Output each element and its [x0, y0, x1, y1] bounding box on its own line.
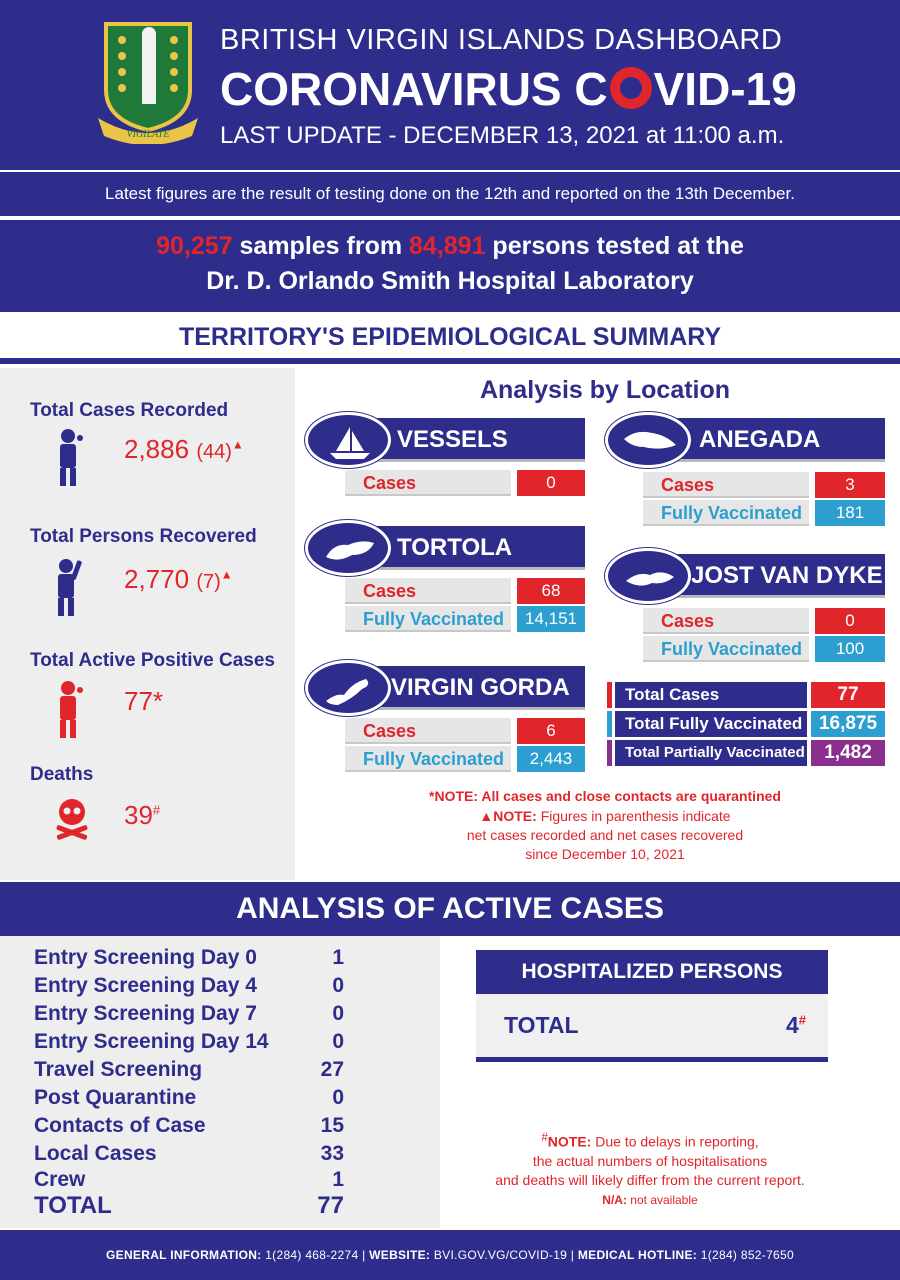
hospital-note-line2: the actual numbers of hospitalisations [532, 1152, 768, 1169]
vg-header: VIRGIN GORDA [355, 666, 585, 710]
hospital-note-line3: and deaths will likely differ from the current report. [495, 1171, 805, 1188]
hospital-note-line1: Due to delays in reporting, [591, 1133, 759, 1150]
anegada-vaccinated-value: 181 [815, 500, 885, 526]
total-cases-bar [607, 682, 612, 708]
active-row [34, 1056, 344, 1084]
footer-hotline-label: MEDICAL HOTLINE: [577, 1248, 698, 1262]
parenthesis-note-line3: since December 10, 2021 [525, 846, 685, 862]
samples-text: samples from [232, 232, 410, 260]
sick-person-icon [52, 428, 88, 486]
lab-name: Dr. D. Orlando Smith Hospital Laboratory [206, 267, 694, 295]
hospitalized-title: HOSPITALIZED PERSONS [476, 950, 828, 994]
sailboat-icon [305, 412, 391, 468]
active-row-value: 77 [317, 1192, 344, 1219]
active-row [34, 1028, 344, 1056]
hospitalized-total-label: TOTAL [504, 1012, 579, 1038]
total-cases-value [124, 434, 244, 465]
testing-note-text: Latest figures are the result of testing done on the 12th and reported on the 13th December. [105, 184, 795, 203]
deaths-value [124, 800, 160, 831]
header-banner [0, 0, 900, 170]
na-note-text: not available [626, 1192, 698, 1207]
anegada-cases-label: Cases [643, 472, 809, 498]
total-cases-number: 2,886 [124, 434, 190, 464]
coronavirus-title-b: VID-19 [653, 63, 797, 115]
tortola-header: TORTOLA [355, 526, 585, 570]
dashboard-title: BRITISH VIRGIN ISLANDS DASHBOARD [220, 24, 783, 56]
tortola-cases-label: Cases [345, 578, 511, 604]
deaths-mark: # [152, 802, 161, 818]
active-row [34, 1166, 344, 1194]
active-row-value: 27 [320, 1058, 344, 1081]
persons-text: persons tested at the [485, 232, 744, 260]
active-row-value: 1 [332, 1168, 344, 1191]
delta-mark-1: ▲ [231, 437, 244, 452]
na-note-bold: N/A: [602, 1192, 627, 1207]
active-row-label: Crew [34, 1168, 86, 1191]
active-row-label: Travel Screening [34, 1058, 203, 1081]
parenthesis-note [395, 807, 815, 864]
vg-vaccinated-label: Fully Vaccinated [345, 746, 511, 772]
total-partial-row-label: Total Partially Vaccinated [615, 740, 807, 766]
tested-line-1 [0, 232, 900, 261]
recovered-label: Total Persons Recovered [30, 526, 257, 547]
jvd-map-icon [605, 548, 691, 604]
footer-web-value: BVI.GOV.VG/COVID-19 | [430, 1248, 578, 1262]
footer-contact-bar [0, 1230, 900, 1280]
active-cases-title: ANALYSIS OF ACTIVE CASES [0, 882, 900, 936]
active-row-label: Contacts of Case [34, 1114, 206, 1137]
coronavirus-title-a: CORONAVIRUS C [220, 63, 608, 115]
delta-mark-2: ▲ [220, 567, 233, 582]
parenthesis-note-bold: ▲NOTE: [479, 808, 537, 824]
total-partial-bar [607, 740, 612, 766]
active-row-value: 0 [332, 974, 344, 997]
active-row [34, 944, 344, 972]
total-cases-label: Total Cases Recorded [30, 400, 229, 421]
location-analysis-title: Analysis by Location [479, 376, 731, 404]
active-cases-list [0, 936, 440, 1228]
location-analysis-panel [295, 368, 900, 880]
total-partial-row-value: 1,482 [811, 740, 885, 766]
active-row-value: 33 [320, 1142, 344, 1165]
deaths-number: 39 [124, 800, 153, 830]
recovered-value [124, 564, 233, 595]
total-vaccinated-row-label: Total Fully Vaccinated [615, 711, 807, 737]
samples-count: 90,257 [156, 232, 233, 260]
hospitalized-number: 4 [785, 1012, 799, 1038]
anegada-header: ANEGADA [653, 418, 885, 462]
anegada-vaccinated-label: Fully Vaccinated [643, 500, 809, 526]
skull-crossbones-icon [52, 796, 92, 842]
vg-map-icon [305, 660, 391, 716]
active-row-label: Local Cases [34, 1142, 157, 1165]
coronavirus-title [220, 62, 797, 116]
vessels-header: VESSELS [355, 418, 585, 462]
active-row-label: Post Quarantine [34, 1086, 197, 1109]
parenthesis-note-text: Figures in parenthesis indicate [536, 808, 731, 824]
hospital-note [460, 1128, 840, 1210]
quarantine-note: *NOTE: All cases and close contacts are quarantined [429, 788, 781, 804]
total-vaccinated-row-value: 16,875 [811, 711, 885, 737]
persons-count: 84,891 [409, 232, 486, 260]
active-row [34, 1112, 344, 1140]
recovered-person-icon [52, 558, 88, 616]
active-total-row [34, 1192, 344, 1220]
active-row-label: TOTAL [34, 1192, 112, 1219]
active-row [34, 1084, 344, 1112]
active-row-value: 0 [332, 1030, 344, 1053]
testing-note-band [0, 170, 900, 216]
footer-web-label: WEBSITE: [369, 1248, 431, 1262]
active-case-person-icon [52, 680, 88, 738]
hospitalized-mark: # [798, 1012, 806, 1028]
footer-gi-label: GENERAL INFORMATION: [106, 1248, 262, 1262]
na-note [602, 1193, 697, 1207]
deaths-label: Deaths [30, 764, 94, 785]
footer-hotline-value: 1(284) 852-7650 [697, 1248, 794, 1262]
total-vaccinated-bar [607, 711, 612, 737]
tested-band [0, 218, 900, 312]
jvd-cases-value: 0 [815, 608, 885, 634]
active-row [34, 972, 344, 1000]
total-cases-row-value: 77 [811, 682, 885, 708]
crest-motto-label: VIGILATE [126, 129, 170, 140]
summary-title: TERRITORY'S EPIDEMIOLOGICAL SUMMARY [0, 312, 900, 364]
recovered-number: 2,770 [124, 564, 190, 594]
active-row-label: Entry Screening Day 14 [34, 1030, 269, 1053]
summary-stats-panel [0, 368, 295, 880]
active-row-value: 15 [320, 1114, 344, 1137]
tortola-vaccinated-label: Fully Vaccinated [345, 606, 511, 632]
vessels-cases-label: Cases [345, 470, 511, 496]
vg-vaccinated-value: 2,443 [517, 746, 585, 772]
hospital-note-bold: NOTE: [547, 1133, 592, 1150]
total-cases-delta: (44) [196, 441, 232, 463]
active-row-label: Entry Screening Day 0 [34, 946, 257, 969]
hospital-note-mark: # [541, 1131, 548, 1144]
active-cases-label: Total Active Positive Cases [30, 650, 275, 671]
hospitalized-box [476, 950, 828, 1062]
virus-icon [610, 67, 652, 109]
location-notes [395, 788, 815, 864]
jvd-cases-label: Cases [643, 608, 809, 634]
bvi-crest-icon [92, 20, 204, 144]
anegada-cases-value: 3 [815, 472, 885, 498]
total-cases-row-label: Total Cases [615, 682, 807, 708]
anegada-map-icon [605, 412, 691, 468]
vg-cases-value: 6 [517, 718, 585, 744]
jvd-vaccinated-label: Fully Vaccinated [643, 636, 809, 662]
jvd-header: JOST VAN DYKE [653, 554, 885, 598]
active-row-label: Entry Screening Day 7 [34, 1002, 257, 1025]
active-row-value: 0 [332, 1086, 344, 1109]
last-update-text: LAST UPDATE - DECEMBER 13, 2021 at 11:00 a.m. [220, 122, 785, 149]
active-row-value: 0 [332, 1002, 344, 1025]
tortola-cases-value: 68 [517, 578, 585, 604]
hospitalized-total-value [786, 1012, 806, 1039]
vg-cases-label: Cases [345, 718, 511, 744]
tortola-map-icon [305, 520, 391, 576]
active-row-label: Entry Screening Day 4 [34, 974, 257, 997]
recovered-delta: (7) [196, 571, 221, 593]
parenthesis-note-line2: net cases recorded and net cases recovered [466, 827, 744, 843]
active-cases-value: 77* [124, 686, 164, 716]
tortola-vaccinated-value: 14,151 [517, 606, 585, 632]
jvd-vaccinated-value: 100 [815, 636, 885, 662]
active-row [34, 1000, 344, 1028]
vessels-cases-value: 0 [517, 470, 585, 496]
active-row-value: 1 [332, 946, 344, 969]
active-row [34, 1140, 344, 1168]
footer-gi-value: 1(284) 468-2274 | [261, 1248, 370, 1262]
